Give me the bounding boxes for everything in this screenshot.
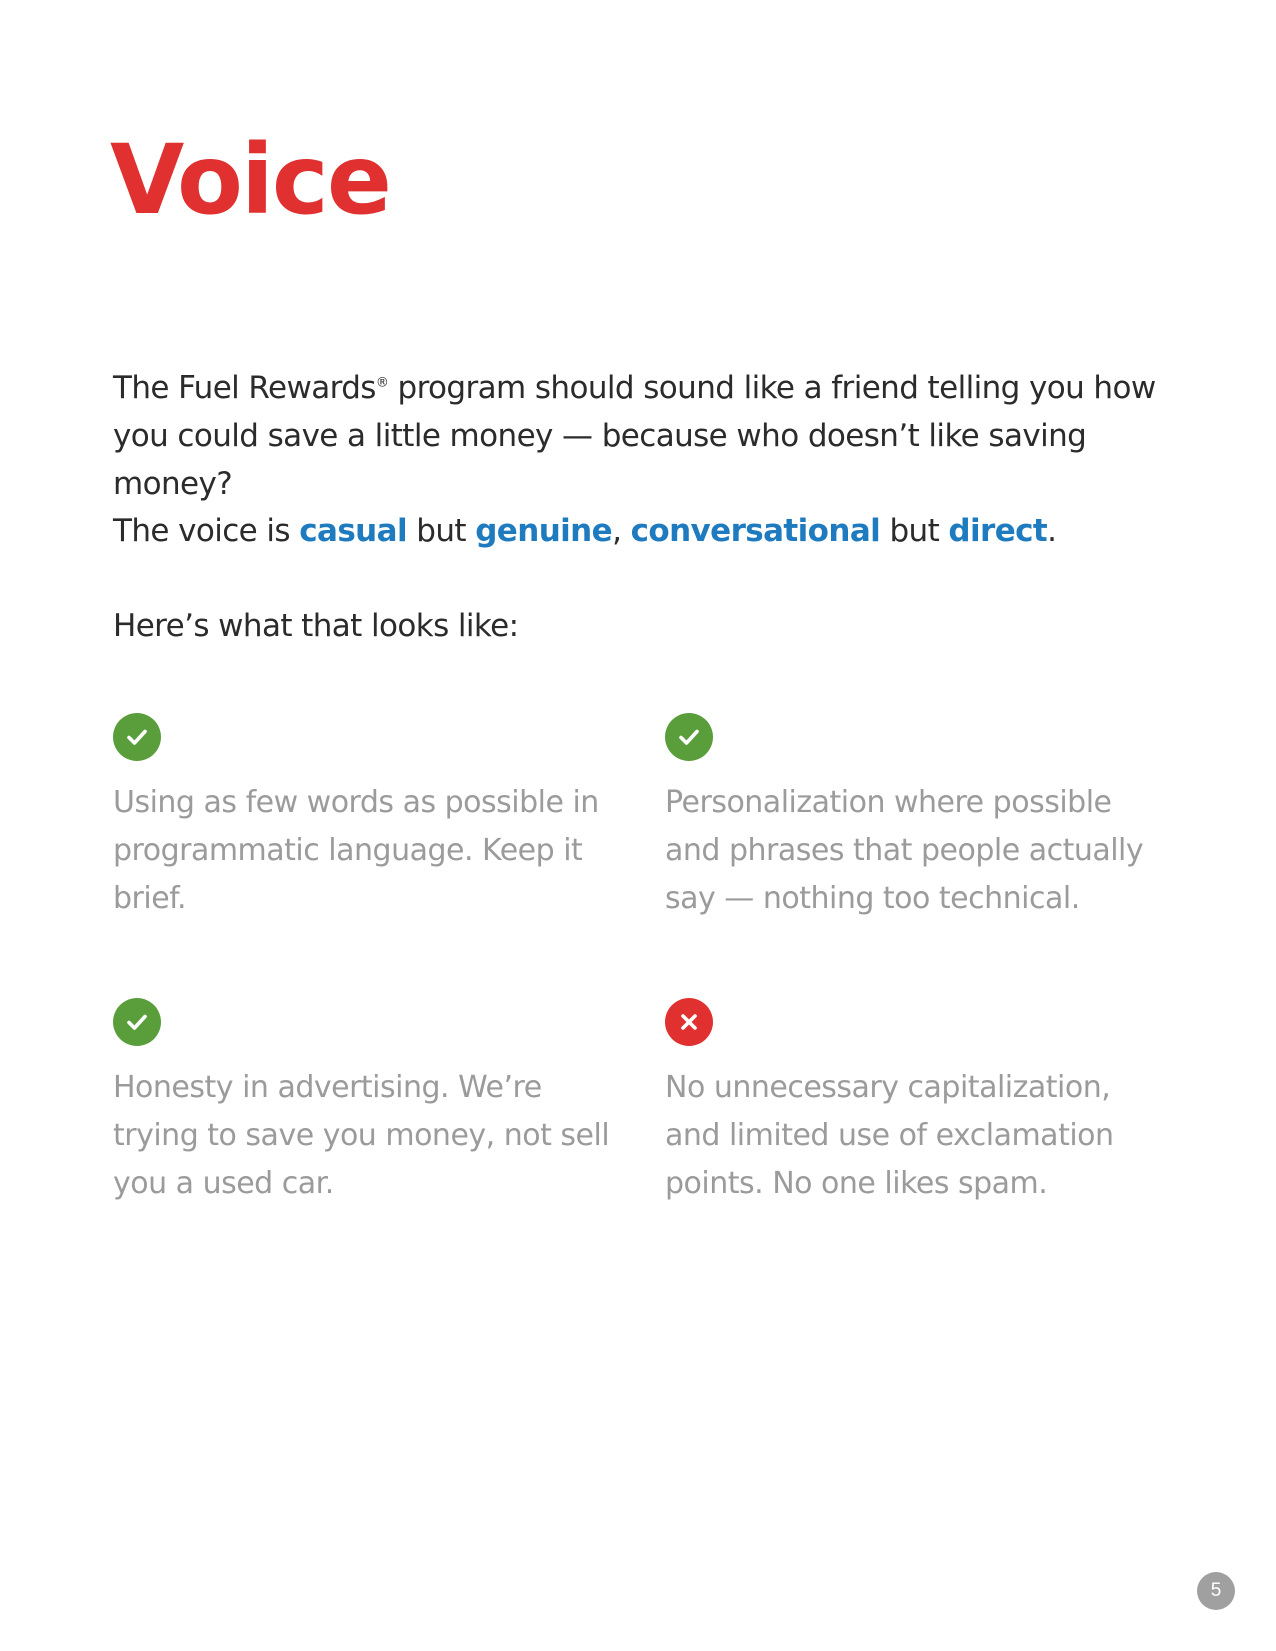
guideline-text: Personalization where possible and phrases that people actually say — nothing too technical.: [665, 785, 1144, 916]
registered-mark: ®: [375, 375, 389, 391]
keyword-genuine: genuine: [475, 513, 613, 549]
check-icon: [113, 998, 161, 1046]
guideline-item-capitalization: [665, 998, 1165, 1208]
guideline-item-personalization: [665, 713, 1165, 923]
guideline-text: Honesty in advertising. We’re trying to save you money, not sell you a used car.: [113, 1070, 610, 1201]
intro-text-end: program should sound like a friend telling you how you could save a little money — because who doesn’t like saving money?: [113, 370, 1156, 502]
keyword-casual: casual: [299, 513, 407, 549]
voice-paragraph: [113, 507, 1193, 555]
voice-suffix: .: [1047, 513, 1057, 549]
voice-separator: ,: [612, 513, 631, 549]
intro-text-start: The Fuel Rewards: [113, 370, 376, 406]
keyword-direct: direct: [948, 513, 1048, 549]
lead-in-text: Here’s what that looks like:: [113, 608, 519, 644]
guideline-item-honesty: [113, 998, 613, 1208]
guideline-text: No unnecessary capitalization, and limited use of exclamation points. No one likes spam.: [665, 1070, 1114, 1201]
check-icon: [665, 713, 713, 761]
intro-paragraph: [113, 364, 1193, 508]
page-number-badge: 5: [1197, 1572, 1235, 1610]
guideline-text: Using as few words as possible in programmatic language. Keep it brief.: [113, 785, 599, 916]
voice-separator: but: [880, 513, 949, 549]
page-title: Voice: [110, 124, 390, 236]
x-icon: [665, 998, 713, 1046]
keyword-conversational: conversational: [630, 513, 881, 549]
guideline-item-brevity: [113, 713, 613, 923]
voice-prefix: The voice is: [113, 513, 300, 549]
check-icon: [113, 713, 161, 761]
voice-separator: but: [407, 513, 476, 549]
